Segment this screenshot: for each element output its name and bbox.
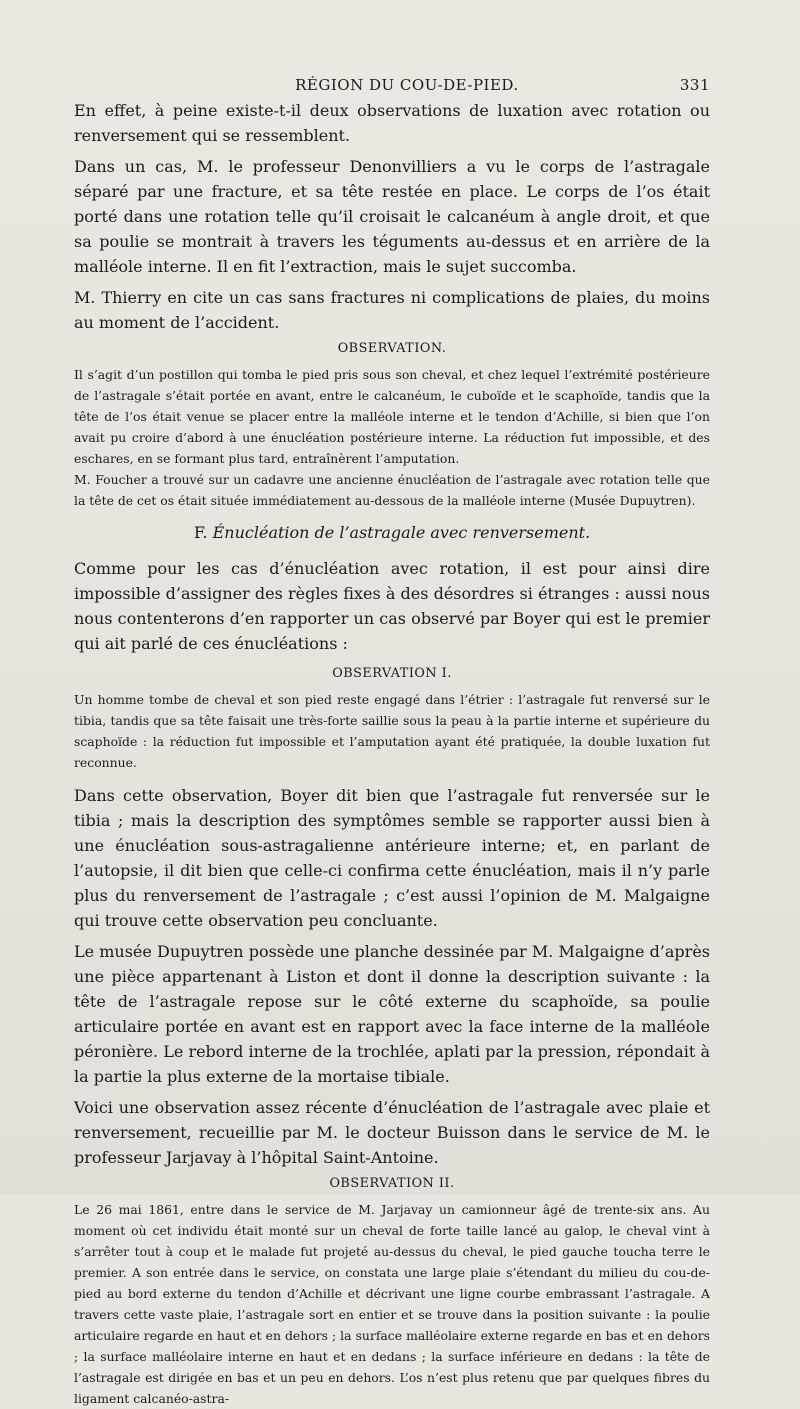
- paragraph-6: Le musée Dupuytren possède une planche dessinée par M. Malgaigne d’après une pièce appartenant à Liston et dont il donne la description suivante : la tête de l’astragale repose sur le côté externe du scaphoïde, sa poulie articulaire portée en avant est en rapport avec la face interne de la malléole péronière. Le rebord interne de la trochlée, aplati par la pression, répondait à la partie la plus externe de la mortaise tibiale.: [74, 942, 710, 1086]
- running-header: [74, 76, 710, 94]
- paragraph-5: Dans cette observation, Boyer dit bien que l’astragale fut renversée sur le tibia ; mais la description des symptômes semble se rapporter aussi bien à une énucléation sous-astragalienne antérieure interne; et, en parlant de l’autopsie, il dit bien que celle-ci confirma cette énucléation, mais il n’y parle plus du renversement de l’astragale ; c’est aussi l’opinion de M. Malgaigne qui trouve cette observation peu concluante.: [74, 786, 710, 930]
- paragraph-4: Comme pour les cas d’énucléation avec rotation, il est pour ainsi dire impossible d’assigner des règles fixes à des désordres si étranges : aussi nous nous contenterons d’en rapporter un cas observé par Boyer qui est le premier qui ait parlé de ces énucléations :: [74, 559, 710, 653]
- observation-text: Il s’agit d’un postillon qui tomba le pied pris sous son cheval, et chez lequel l’extrémité postérieure de l’astragale s’était portée en avant, entre le calcanéum, le cuboïde et le scaphoïde, tandis que la tête de l’os était venue se placer entre la malléole interne et le tendon d’Achille, si bien que l’on avait pu croire d’abord à une énucléation postérieure interne. La réduction fut impossible, et des eschares, en se formant plus tard, entraînèrent l’amputation.: [74, 367, 710, 466]
- observation-2-text: Le 26 mai 1861, entre dans le service de M. Jarjavay un camionneur âgé de trente-six ans. Au moment où cet individu était monté sur un cheval de forte taille lancé au galop, le cheval vint à s’arrêter tout à coup et le malade fut projeté au-dessus du cheval, le pied gauche toucha terre le premier. A son entrée dans le service, on constata une large plaie s’étendant du milieu du cou-de-pied au bord externe du tendon d’Achille et décrivant une ligne courbe embrassant l’astragale. A travers cette vaste plaie, l’astragale sort en entier et se trouve dans la position suivante : la poulie articulaire regarde en haut et en dehors ; la surface malléolaire externe regarde en bas et en dehors ; la surface malléolaire interne en haut et en dedans ; la surface inférieure en dedans : la tête de l’astragale est dirigée en bas et un peu en dehors. L’os n’est plus retenu que par quelques fibres du ligament calcanéo-astra-: [74, 1202, 710, 1406]
- section-heading: [74, 523, 710, 542]
- observation-1-text: Un homme tombe de cheval et son pied reste engagé dans l’étrier : l’astragale fut renversé sur le tibia, tandis que sa tête faisait une très-forte saillie sous la peau à la partie interne et supérieure du scaphoïde : la réduction fut impossible et l’amputation ayant été pratiquée, la double luxation fut reconnue.: [74, 692, 710, 770]
- observation-2-heading: OBSERVATION II.: [329, 1176, 455, 1191]
- page-number: 331: [679, 76, 710, 94]
- paragraph-3: M. Thierry en cite un cas sans fractures ni complications de plaies, du moins au moment de l’accident.: [74, 288, 710, 332]
- paragraph-7: Voici une observation assez récente d’énucléation de l’astragale avec plaie et renversement, recueillie par M. le docteur Buisson dans le service de M. le professeur Jarjavay à l’hôpital Saint-Antoine.: [74, 1098, 710, 1167]
- observation-heading: OBSERVATION.: [337, 341, 447, 356]
- section-title: Énucléation de l’astragale avec renversement.: [212, 523, 591, 542]
- observation-note: M. Foucher a trouvé sur un cadavre une ancienne énucléation de l’astragale avec rotation telle que la tête de cet os était située immédiatement au-dessous de la malléole interne (Musée Dupuytren).: [74, 472, 710, 508]
- section-label: F.: [193, 523, 208, 542]
- paragraph-1: En effet, à peine existe-t-il deux observations de luxation avec rotation ou renversement qui se ressemblent.: [74, 101, 710, 145]
- paragraph-2: Dans un cas, M. le professeur Denonvilliers a vu le corps de l’astragale séparé par une fracture, et sa tête restée en place. Le corps de l’os était porté dans une rotation telle qu’il croisait le calcanéum à angle droit, et que sa poulie se montrait à travers les téguments au-dessus et en arrière de la malléole interne. Il en fit l’extraction, mais le sujet succomba.: [74, 157, 710, 276]
- running-title: RÉGION DU COU-DE-PIED.: [295, 76, 519, 94]
- observation-1-heading: OBSERVATION I.: [332, 666, 452, 681]
